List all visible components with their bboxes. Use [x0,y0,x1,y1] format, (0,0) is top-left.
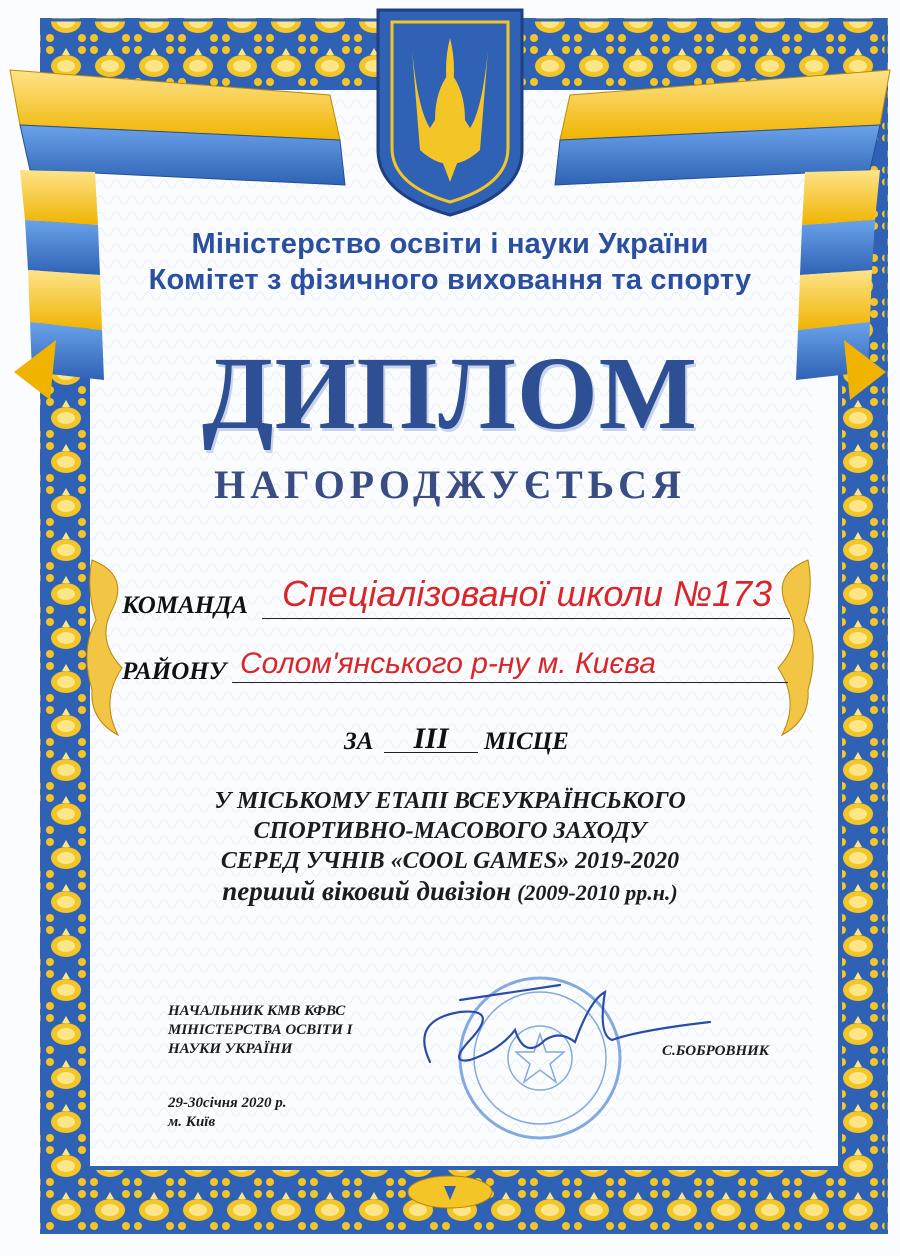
district-label: РАЙОНУ [122,658,227,685]
district-value-handwritten: Солом'янського р-ну м. Києва [240,647,656,680]
trident-coat-of-arms-icon [378,10,522,215]
place-value: III [413,722,449,755]
ministry-line-2: Комітет з фізичного виховання та спорту [148,264,752,296]
award-city: м. Київ [168,1114,216,1130]
team-underline [262,618,790,619]
ministry-line-1: Міністерство освіти і науки України [191,228,709,260]
ministry-header [0,226,900,298]
event-description [0,786,900,908]
award-date: 29-30січня 2020 р. [168,1095,287,1111]
event-line-2: СПОРТИВНО-МАСОВОГО ЗАХОДУ [253,818,647,844]
date-place [168,1094,287,1132]
event-line-4 [0,876,900,908]
team-value-handwritten: Спеціалізованої школи №173 [282,573,773,614]
event-line-3: СЕРЕД УЧНІВ «COOL GAMES» 2019-2020 [220,848,680,874]
event-line-1: У МІСЬКОМУ ЕТАПІ ВСЕУКРАЇНСЬКОГО [214,788,686,814]
birth-years: (2009-2010 рр.н.) [517,880,678,905]
place-prefix: ЗА [344,728,374,755]
team-label: КОМАНДА [122,592,248,619]
signatory-name: С.БОБРОВНИК [662,1043,769,1059]
place-suffix: МІСЦЕ [484,728,569,755]
signatory-position [168,1002,352,1059]
diploma-title: ДИПЛОМ [202,336,698,451]
age-division: перший віковий дивізіон [222,876,512,906]
signatory-position-line-2: МІНІСТЕРСТВА ОСВІТИ І [168,1022,353,1038]
signatory-position-line-1: НАЧАЛЬНИК КМВ КФВС [168,1003,346,1019]
awarded-heading: НАГОРОДЖУЄТЬСЯ [214,462,686,507]
bottom-center-ornament [408,1176,492,1208]
signatory-position-line-3: НАУКИ УКРАЇНИ [168,1041,293,1057]
